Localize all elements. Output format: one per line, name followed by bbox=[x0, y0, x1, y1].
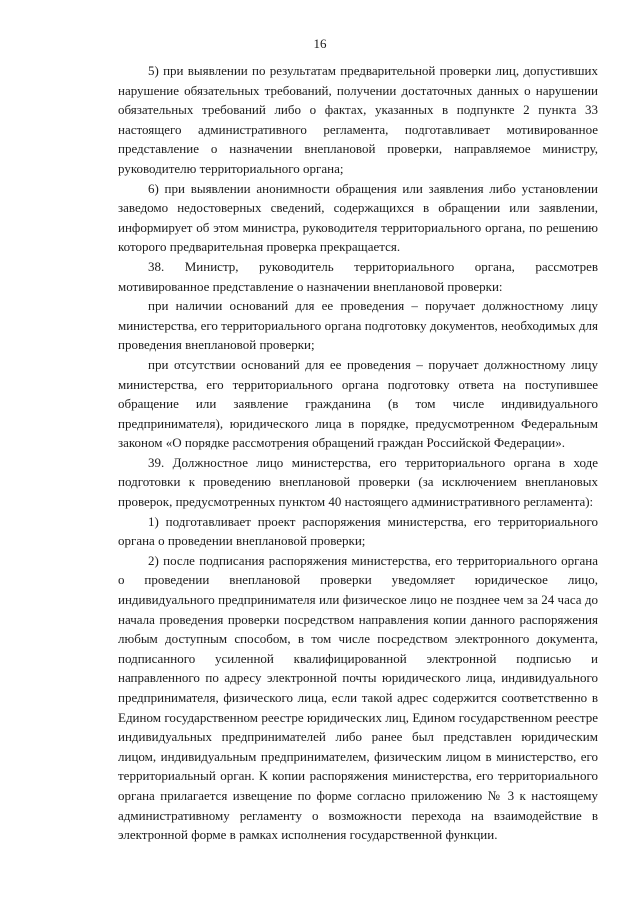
paragraph-grounds-present: при наличии оснований для ее проведения – поручает должностному лицу министерства, его территориального органа подготовку документов, необходимых для проведения внеплановой проверки; bbox=[118, 298, 598, 353]
paragraph-clause-38: 38. Министр, руководитель территориального органа, рассмотрев мотивированное представление о назначении внеплановой проверки: bbox=[118, 258, 598, 294]
paragraph-subitem-2: 2) после подписания распоряжения министерства, его территориального органа о проведении внеплановой проверки уведомляет юридическое лицо, индивидуального предпринимателя или физическое лицо не позднее чем за 24 часа до начала проведения проверки посредством направления копии данного распоряжения любым доступным способом, в том числе посредством электронного документа, подписанного усиленной квалифицированной электронной подписью и направленного по адресу электронной почты юридического лица, индивидуального предпринимателя, физического лица, если такой адрес содержится соответственно в Едином государственном реестре юридических лиц, Едином государственном реестре индивидуальных предпринимателей либо ранее был представлен юридическим лицом, индивидуальным предпринимателем, физическим лицом в министерство, его территориальный орган. К копии распоряжения министерства, его территориального органа прилагается извещение по форме согласно приложению № 3 к настоящему административному регламенту о возможности перехода на взаимодействие в электронной форме в рамках исполнения государственной функции. bbox=[118, 552, 598, 843]
paragraph-subitem-1: 1) подготавливает проект распоряжения министерства, его территориального органа о проведении внеплановой проверки; bbox=[118, 513, 598, 549]
paragraph-item-5: 5) при выявлении по результатам предварительной проверки лиц, допустивших нарушение обязательных требований, получении достаточных данных о нарушении обязательных требований либо о фактах, указанных в подпункте 2 пункта 33 настоящего административного регламента, подготавливает мотивированное представление о назначении внеплановой проверки, направляемое министру, руководителю территориального органа; bbox=[118, 63, 598, 176]
paragraph-grounds-absent: при отсутствии оснований для ее проведения – поручает должностному лицу министерства, его территориального органа подготовку ответа на поступившее обращение или заявление гражданина (в том числе индивидуального предпринимателя), юридического лица в порядке, предусмотренном Федеральным законом «О порядке рассмотрения обращений граждан Российской Федерации». bbox=[118, 356, 598, 451]
page-number: 16 bbox=[313, 36, 327, 51]
paragraph-clause-39: 39. Должностное лицо министерства, его территориального органа в ходе подготовки к проведению внеплановой проверки (за исключением внеплановых проверок, предусмотренных пунктом 40 настоящего административного регламента): bbox=[118, 454, 598, 510]
paragraph-item-6: 6) при выявлении анонимности обращения или заявления либо установлении заведомо недостоверных сведений, содержащихся в обращении или заявлении, информирует об этом министра, руководителя территориального органа, по решению которого предварительная проверка прекращается. bbox=[118, 180, 598, 255]
document-body bbox=[118, 61, 598, 845]
